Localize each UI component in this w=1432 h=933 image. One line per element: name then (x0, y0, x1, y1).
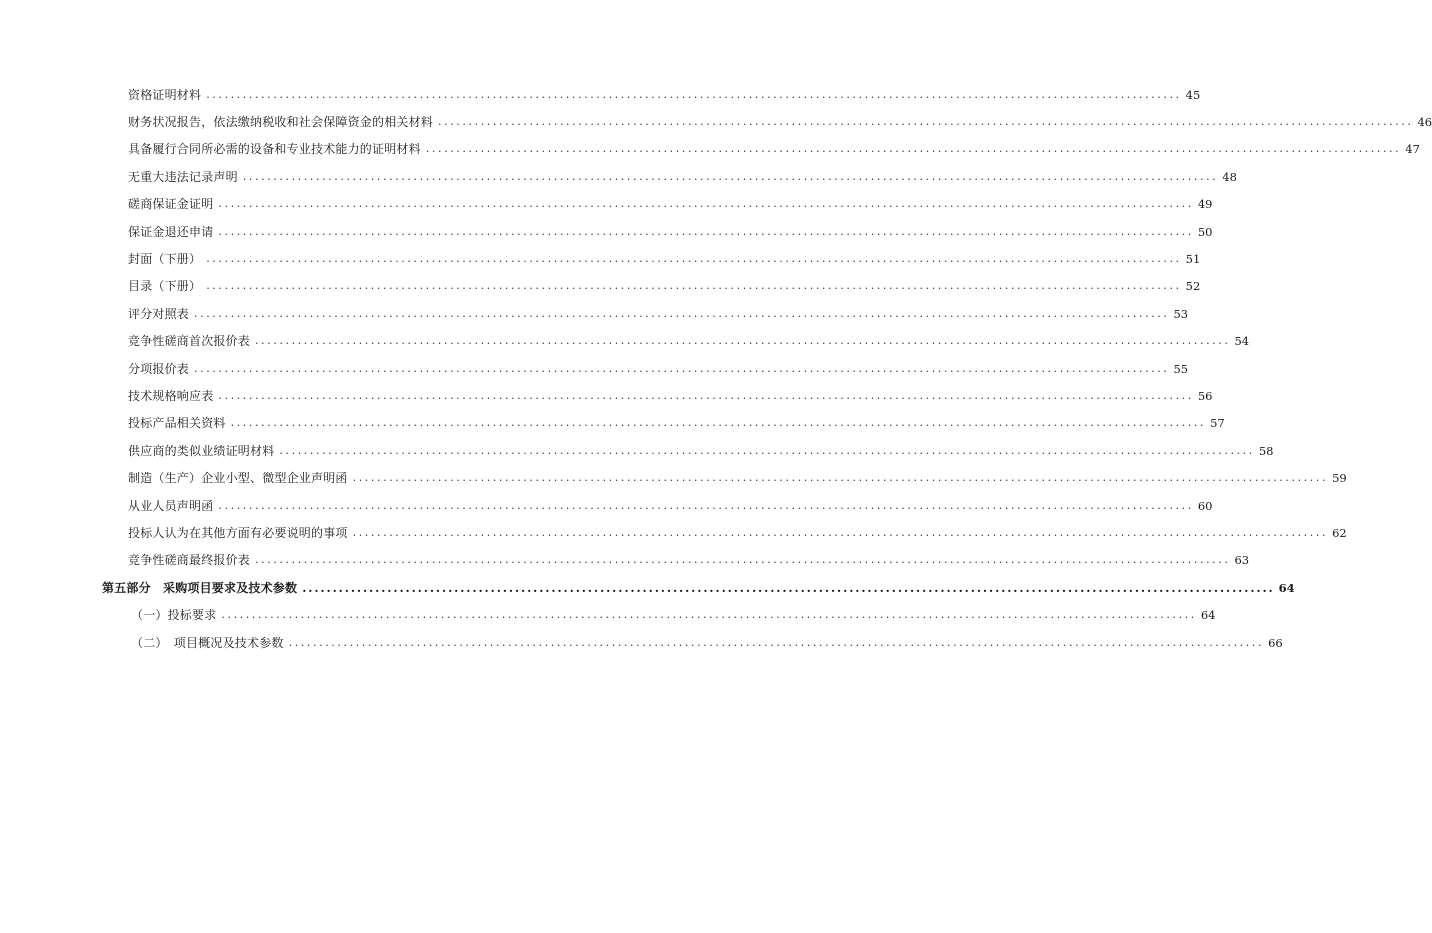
toc-entry[interactable] (0, 328, 1250, 355)
toc-dot-leader: ................................................................................................................................................................ (438, 115, 1414, 129)
toc-entry-title: 目录（下册） (128, 279, 202, 294)
table-of-contents (0, 81, 1432, 656)
toc-entry-title: 资格证明材料 (128, 87, 202, 102)
toc-dot-leader: ................................................................................................................................................................ (255, 553, 1231, 567)
toc-entry-title: 分项报价表 (128, 361, 190, 376)
toc-page-number: 49 (1197, 197, 1213, 212)
toc-page-number: 59 (1332, 471, 1347, 486)
toc-page-number: 50 (1197, 224, 1213, 239)
toc-dot-leader: ................................................................................................................................................................ (218, 197, 1194, 211)
toc-entry-title: 竞争性磋商最终报价表 (128, 553, 251, 568)
toc-page-number: 55 (1173, 361, 1189, 376)
toc-entry[interactable] (0, 136, 1420, 163)
toc-entry-title: 磋商保证金证明 (128, 197, 214, 212)
toc-dot-leader: ................................................................................................................................................................ (194, 306, 1170, 320)
toc-page-number: 58 (1258, 443, 1274, 458)
toc-dot-leader: ................................................................................................................................................................ (218, 388, 1194, 402)
toc-entry[interactable] (0, 410, 1225, 437)
toc-entry[interactable] (0, 547, 1250, 574)
toc-entry-title: 投标产品相关资料 (128, 416, 226, 431)
toc-page-number: 46 (1417, 115, 1432, 130)
toc-entry[interactable] (0, 382, 1213, 409)
toc-dot-leader: ................................................................................................................................................................ (425, 142, 1402, 156)
toc-page-number: 48 (1222, 169, 1237, 184)
toc-dot-leader: ................................................................................................................................................................ (255, 334, 1231, 348)
toc-entry[interactable] (0, 355, 1189, 382)
toc-dot-leader: ................................................................................................................................................................ (242, 169, 1219, 183)
toc-entry[interactable] (0, 245, 1201, 272)
toc-entry[interactable] (0, 464, 1347, 491)
toc-page-number: 52 (1185, 279, 1201, 294)
toc-page-number: 64 (1200, 608, 1216, 623)
toc-page-number: 47 (1405, 142, 1420, 157)
toc-entry-title: （二） 项目概况及技术参数 (131, 635, 284, 650)
toc-page-number: 56 (1197, 388, 1213, 403)
toc-entry[interactable] (0, 492, 1213, 519)
toc-dot-leader: ................................................................................................................................................................ (206, 252, 1182, 266)
toc-dot-leader: ................................................................................................................................................................ (230, 416, 1207, 430)
toc-page-number: 45 (1185, 87, 1201, 102)
toc-page-number: 54 (1234, 334, 1250, 349)
toc-entry[interactable] (0, 601, 1216, 628)
toc-entry-title: 财务状况报告，依法缴纳税收和社会保障资金的相关材料 (128, 115, 434, 130)
toc-dot-leader: ................................................................................................................................................................ (206, 87, 1182, 101)
toc-page-number: 53 (1173, 306, 1189, 321)
toc-page-number: 63 (1234, 553, 1250, 568)
toc-entry[interactable] (0, 108, 1432, 135)
toc-dot-leader: ................................................................................................................................................................ (194, 361, 1170, 375)
toc-page-number: 62 (1332, 525, 1347, 540)
toc-entry[interactable] (0, 81, 1201, 108)
toc-dot-leader: ................................................................................................................................................................ (218, 498, 1194, 512)
toc-dot-leader: ................................................................................................................................................................ (302, 580, 1275, 595)
toc-entry[interactable] (0, 437, 1274, 464)
toc-entry-title: 技术规格响应表 (128, 388, 214, 403)
toc-entry-title: 封面（下册） (128, 252, 202, 267)
toc-dot-leader: ................................................................................................................................................................ (288, 635, 1265, 649)
toc-entry-title: （一）投标要求 (131, 608, 217, 623)
toc-dot-leader: ................................................................................................................................................................ (352, 471, 1329, 485)
toc-entry[interactable] (0, 273, 1201, 300)
toc-entry-title: 第五部分 采购项目要求及技术参数 (102, 580, 298, 595)
toc-entry-title: 保证金退还申请 (128, 224, 214, 239)
toc-entry-title: 从业人员声明函 (128, 498, 214, 513)
toc-entry[interactable] (0, 519, 1347, 546)
toc-page-number: 51 (1185, 252, 1201, 267)
toc-entry[interactable] (0, 629, 1283, 656)
toc-entry[interactable] (0, 300, 1189, 327)
toc-page-number: 66 (1268, 635, 1283, 650)
toc-page-number: 60 (1197, 498, 1213, 513)
toc-entry[interactable] (0, 163, 1237, 190)
toc-dot-leader: ................................................................................................................................................................ (352, 525, 1329, 539)
toc-entry-title: 投标人认为在其他方面有必要说明的事项 (128, 525, 348, 540)
toc-entry-title: 无重大违法记录声明 (128, 169, 238, 184)
toc-dot-leader: ................................................................................................................................................................ (206, 279, 1182, 293)
toc-entry[interactable] (0, 191, 1213, 218)
toc-entry-title: 具备履行合同所必需的设备和专业技术能力的证明材料 (128, 142, 421, 157)
toc-part-heading[interactable] (0, 574, 1295, 601)
toc-entry-title: 评分对照表 (128, 306, 190, 321)
toc-dot-leader: ................................................................................................................................................................ (218, 224, 1194, 238)
toc-dot-leader: ................................................................................................................................................................ (221, 608, 1197, 622)
toc-dot-leader: ................................................................................................................................................................ (279, 443, 1255, 457)
toc-page-number: 64 (1278, 580, 1295, 595)
toc-entry[interactable] (0, 218, 1213, 245)
toc-entry-title: 竞争性磋商首次报价表 (128, 334, 251, 349)
toc-page-number: 57 (1210, 416, 1225, 431)
toc-entry-title: 供应商的类似业绩证明材料 (128, 443, 275, 458)
toc-entry-title: 制造（生产）企业小型、微型企业声明函 (128, 471, 348, 486)
